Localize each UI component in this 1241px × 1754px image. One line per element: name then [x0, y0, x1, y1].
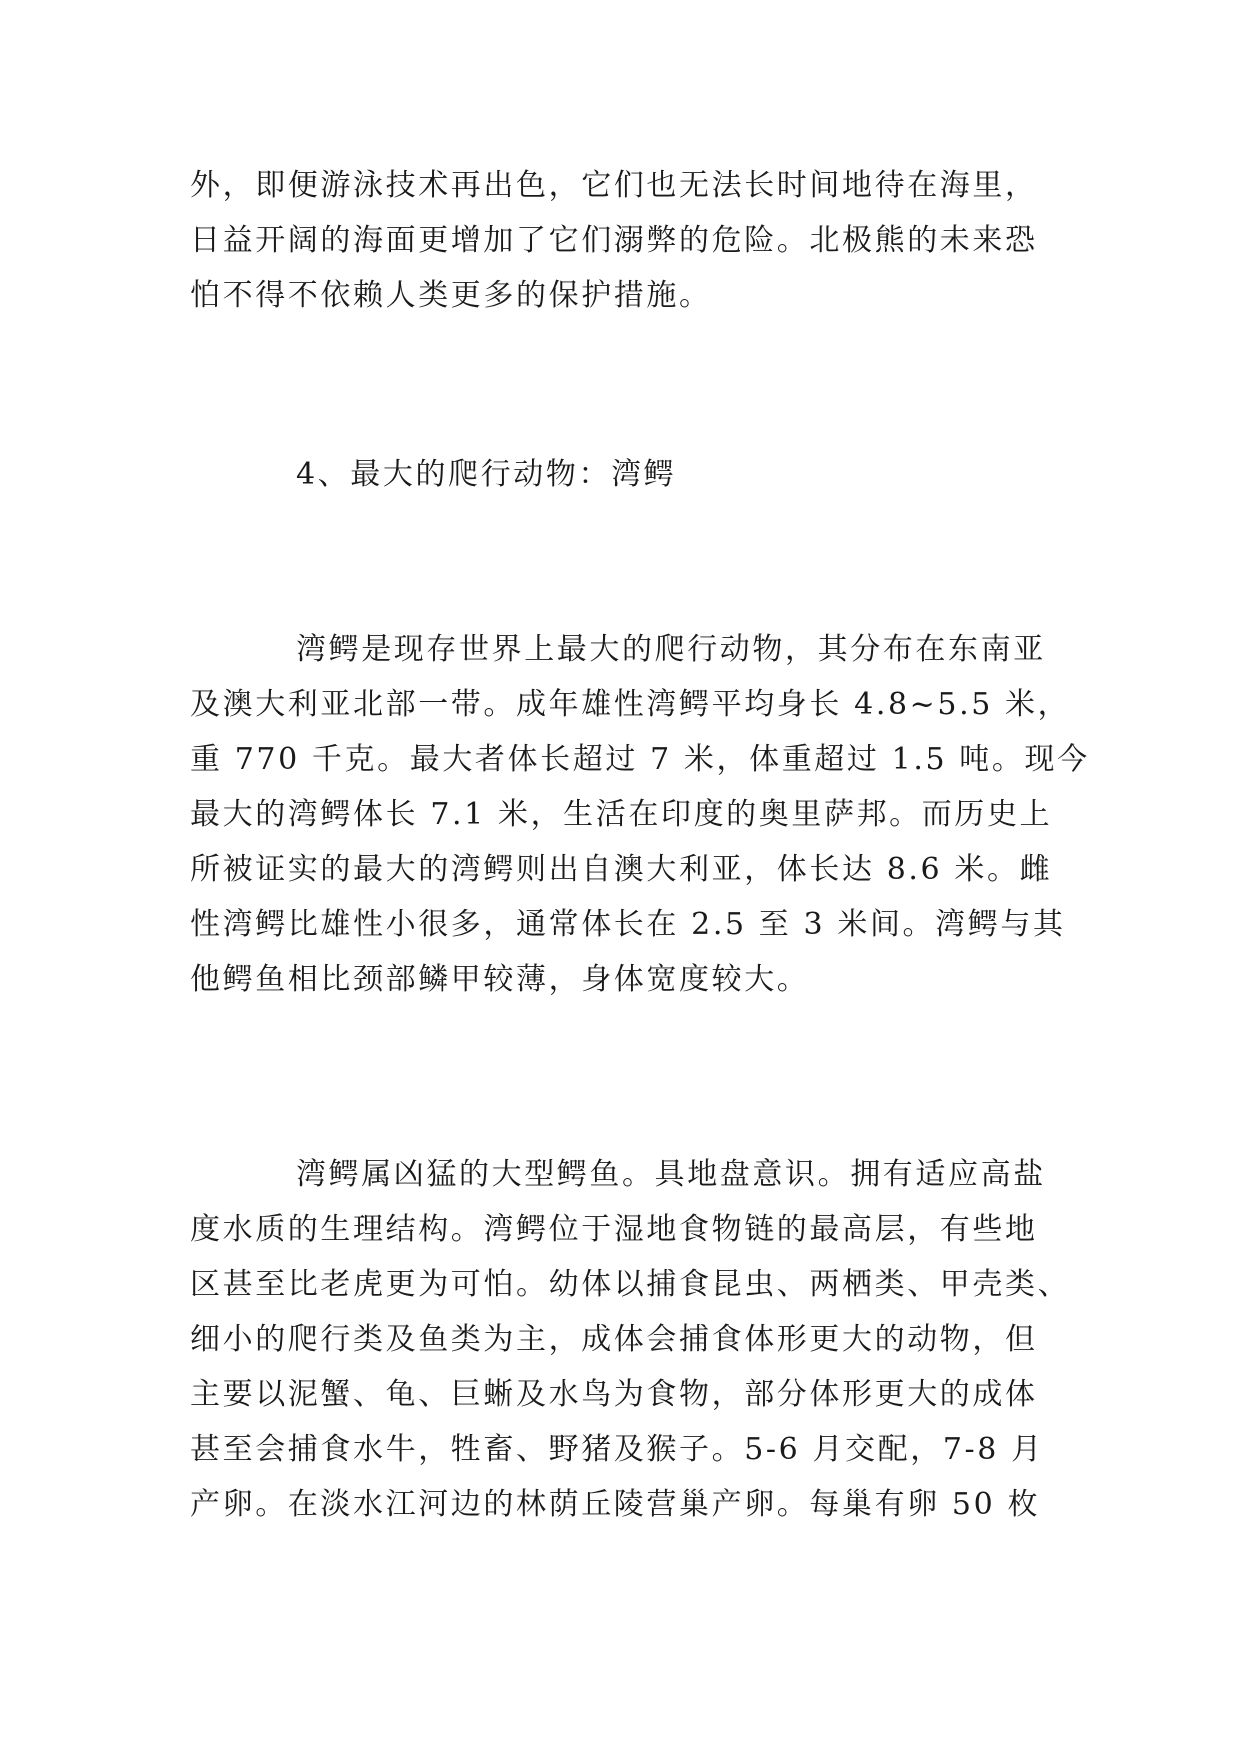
text-line: 甚至会捕食水牛，牲畜、野猪及猴子。5-6 月交配，7-8 月: [190, 1432, 1044, 1467]
text-line: 外，即便游泳技术再出色，它们也无法长时间地待在海里，: [190, 168, 1038, 203]
text-line: 最大的湾鳄体长 7.1 米，生活在印度的奥里萨邦。而历史上: [190, 797, 1053, 832]
text-line: 区甚至比老虎更为可怕。幼体以捕食昆虫、两栖类、甲壳类、: [190, 1267, 1071, 1302]
text-line: 怕不得不依赖人类更多的保护措施。: [190, 278, 712, 313]
text-line: 他鳄鱼相比颈部鳞甲较薄，身体宽度较大。: [190, 962, 810, 997]
paragraph-saltwater-crocodile-size: [190, 622, 1090, 1007]
paragraph-saltwater-crocodile-behavior: [190, 1147, 1071, 1532]
text-line: 日益开阔的海面更增加了它们溺弊的危险。北极熊的未来恐: [190, 223, 1038, 258]
text-line: 湾鳄属凶猛的大型鳄鱼。具地盘意识。拥有适应高盐: [296, 1157, 1046, 1192]
text-line: 度水质的生理结构。湾鳄位于湿地食物链的最高层，有些地: [190, 1212, 1038, 1247]
section-heading: 4、最大的爬行动物：湾鳄: [296, 457, 677, 492]
text-line: 主要以泥蟹、龟、巨蜥及水鸟为食物，部分体形更大的成体: [190, 1377, 1038, 1412]
text-line: 所被证实的最大的湾鳄则出自澳大利亚，体长达 8.6 米。雌: [190, 852, 1053, 887]
text-line: 重 770 千克。最大者体长超过 7 米，体重超过 1.5 吨。现今: [190, 742, 1090, 777]
paragraph-polar-bear-ending: [190, 158, 1050, 323]
text-line: 细小的爬行类及鱼类为主，成体会捕食体形更大的动物，但: [190, 1322, 1038, 1357]
text-line: 性湾鳄比雄性小很多，通常体长在 2.5 至 3 米间。湾鳄与其: [190, 907, 1066, 942]
text-line: 湾鳄是现存世界上最大的爬行动物，其分布在东南亚: [296, 632, 1046, 667]
text-line: 产卵。在淡水江河边的林荫丘陵营巢产卵。每巢有卵 50 枚: [190, 1487, 1041, 1522]
text-line: 及澳大利亚北部一带。成年雄性湾鳄平均身长 4.8~5.5 米，: [190, 687, 1071, 722]
